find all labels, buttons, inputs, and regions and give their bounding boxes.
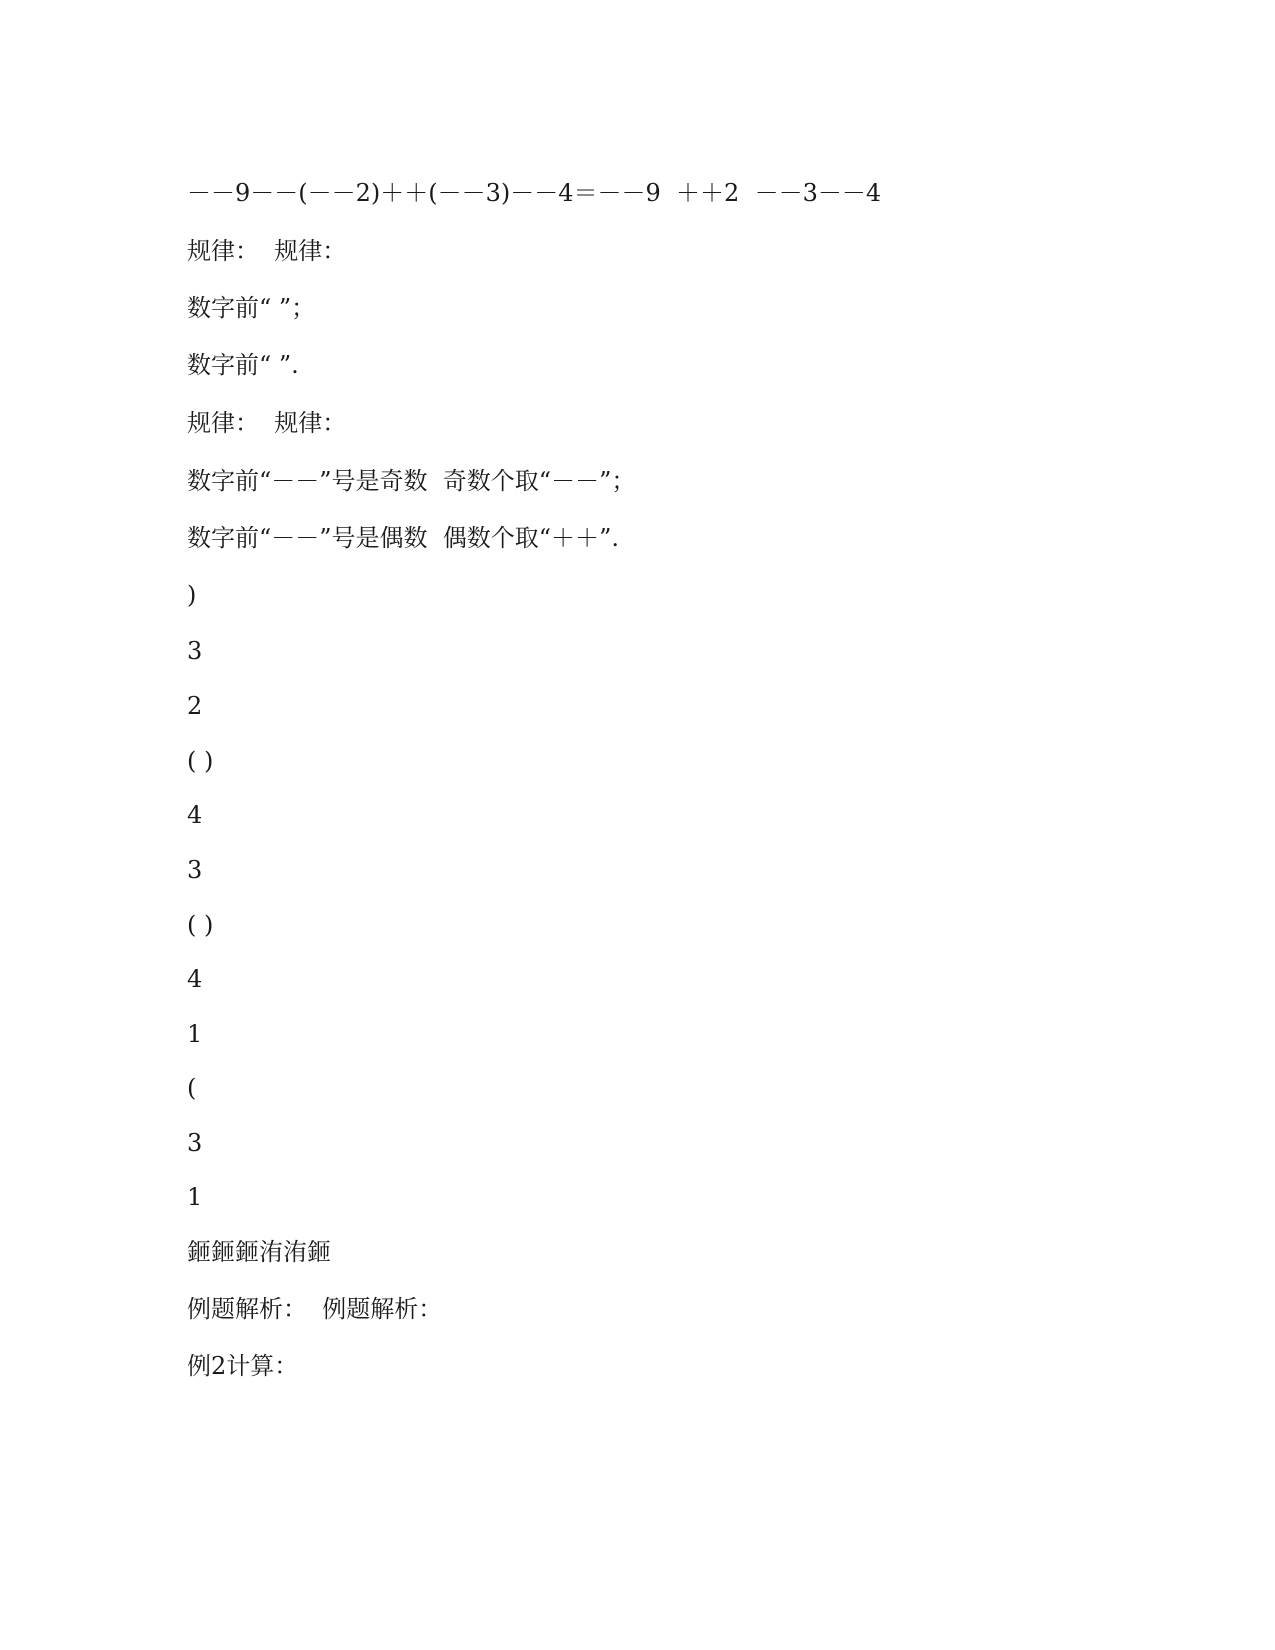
fragment-line: 3 [187, 637, 203, 665]
fragment-line: ( ) [187, 747, 214, 775]
fragment-line: 3 [187, 856, 203, 884]
rule-heading: 规律： 规律： [187, 237, 347, 265]
fragment-line: ) [187, 581, 197, 609]
rule-heading: 规律： 规律： [187, 409, 347, 437]
rule-text-line: 数字前“－－”号是奇数 奇数个取“－－”； [187, 467, 636, 495]
rule-text-line: 数字前“ ”. [187, 351, 299, 379]
fragment-line: ( ) [187, 911, 214, 939]
equation-line: －－9－－(－－2)＋＋(－－3)－－4＝－－9 ＋＋2 －－3－－4 [187, 179, 882, 207]
rule-text-line: 数字前“ ”； [187, 294, 316, 322]
fragment-line: 1 [187, 1183, 203, 1211]
rule-text-line: 数字前“－－”号是偶数 偶数个取“＋＋”. [187, 524, 619, 552]
example-analysis-heading: 例题解析： 例题解析： [187, 1295, 443, 1323]
fragment-line: 4 [187, 801, 203, 829]
example-heading: 例2计算： [187, 1352, 299, 1380]
fragment-line: 4 [187, 965, 203, 993]
fragment-line: ( [187, 1074, 197, 1102]
fragment-line: 2 [187, 692, 203, 720]
fragment-line: 1 [187, 1020, 203, 1048]
garbled-text-line: 鉔鉔鉔洧洧鉔 [187, 1238, 331, 1266]
fragment-line: 3 [187, 1129, 203, 1157]
